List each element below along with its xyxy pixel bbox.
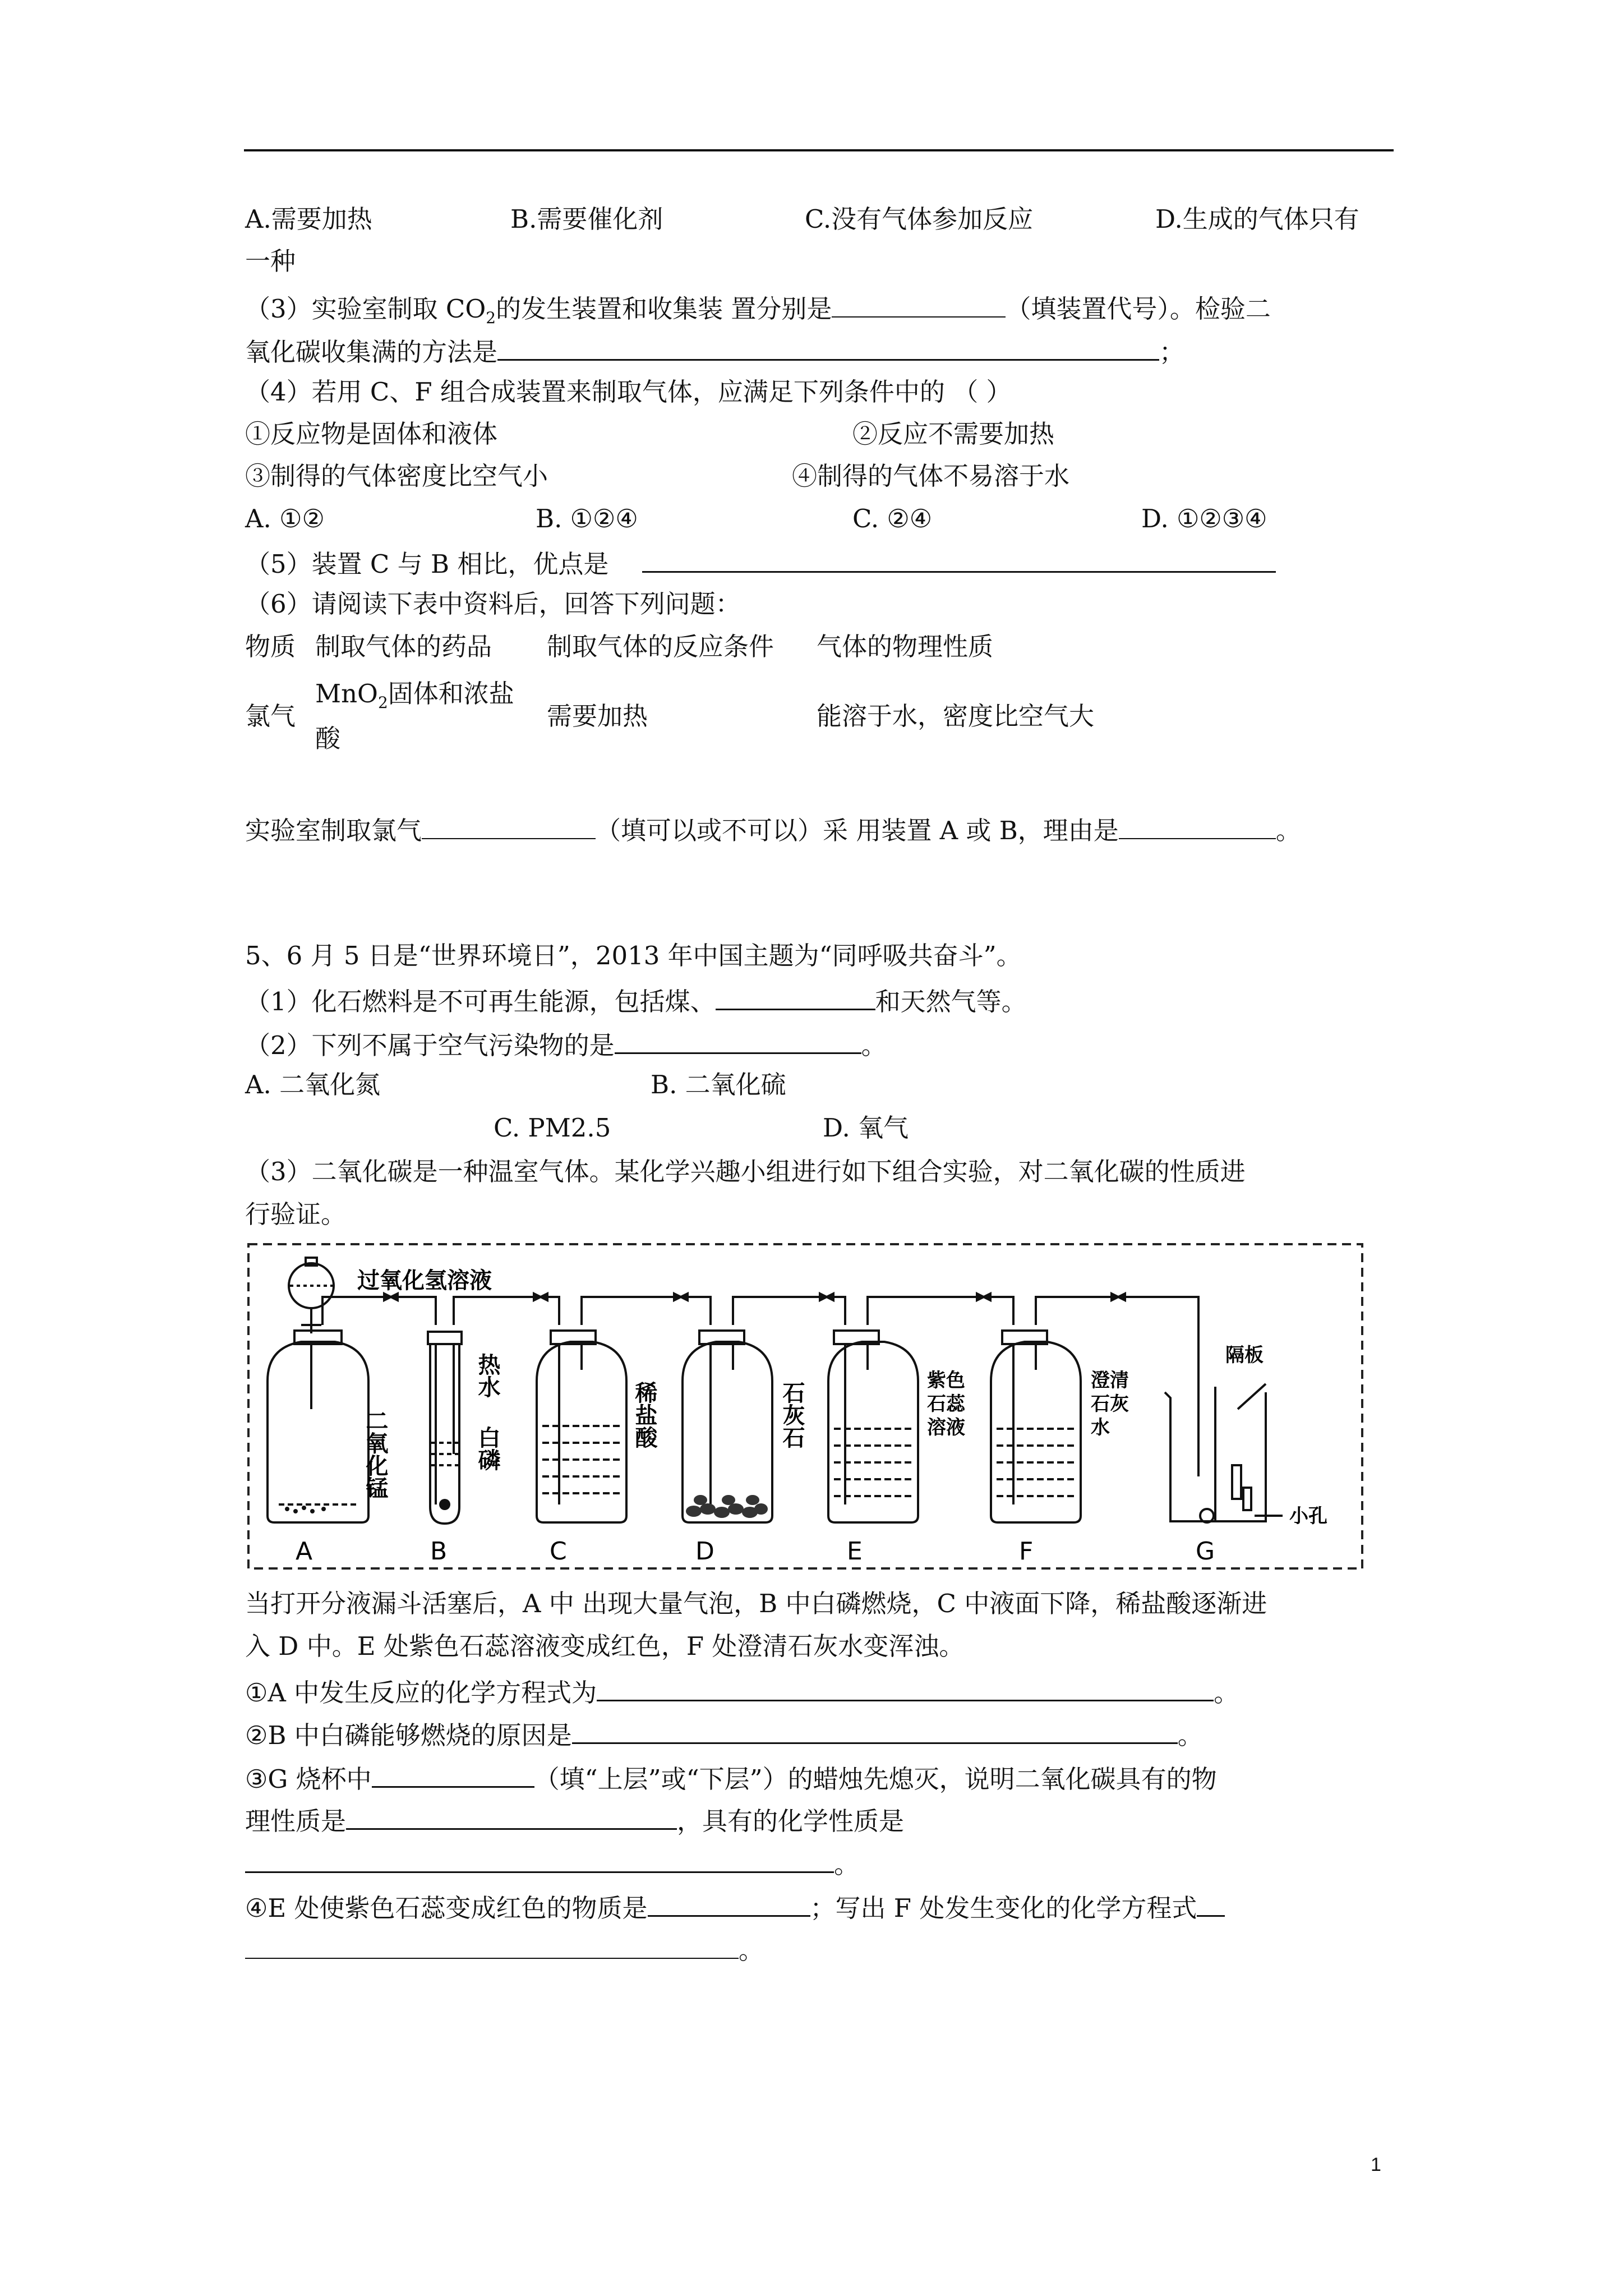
table-cell-substance: 氯气 <box>245 701 296 731</box>
q5-subquestion-1: ①A 中发生反应的化学方程式为 。 <box>245 1674 1239 1709</box>
answer-blank[interactable] <box>497 333 1159 361</box>
q5-part2-option-b: B. 二氧化硫 <box>651 1070 786 1099</box>
answer-blank[interactable] <box>597 1674 1214 1701</box>
q5-description-line1: 当打开分液漏斗活塞后，A 中 出现大量气泡，B 中白磷燃烧，C 中液面下降，稀盐酸逐渐进 <box>245 1589 1267 1618</box>
q5-part1: （1）化石燃料是不可再生能源，包括煤、 和天然气等。 <box>245 983 1027 1018</box>
q4-part4-condition-1: ①反应物是固体和液体 <box>245 419 498 449</box>
table-header-condition: 制取气体的反应条件 <box>547 632 774 661</box>
q5-description-line2: 入 D 中。E 处紫色石蕊溶液变成红色，F 处澄清石灰水变浑浊。 <box>245 1631 965 1661</box>
answer-blank[interactable] <box>648 1889 810 1917</box>
q4-part3-line1: （3）实验室制取 $CO_2$的发生装置和收集装 置分别是 （填装置代号）。检验二 <box>245 291 1271 325</box>
q4-part6-intro: （6）请阅读下表中资料后，回答下列问题： <box>245 589 741 619</box>
label-letter-f: F <box>1019 1537 1034 1566</box>
q5-part3-line1: （3）二氧化碳是一种温室气体。某化学兴趣小组进行如下组合实验，对二氧化碳的性质进 <box>245 1157 1246 1186</box>
q5-part3-line2: 行验证。 <box>245 1199 347 1229</box>
label-letter-g: G <box>1196 1537 1215 1566</box>
label-small-hole: 小孔 <box>1289 1505 1327 1527</box>
q5-subquestion-3-line3: 。 <box>245 1846 859 1881</box>
label-hot-water: 热水 <box>474 1353 500 1398</box>
answer-blank[interactable] <box>372 1760 534 1788</box>
answer-blank[interactable] <box>346 1802 677 1830</box>
header-rule <box>244 149 1394 151</box>
q5-subquestion-3-line2: 理性质是 ，具有的化学性质是 <box>245 1802 904 1838</box>
q4-option-d-continued: 一种 <box>245 246 296 276</box>
q4-part4-option-d: D. ①②③④ <box>1141 504 1267 533</box>
label-limewater: 澄清 石灰 水 <box>1091 1369 1129 1439</box>
label-litmus-text: 紫色 <box>927 1369 965 1392</box>
q5-part2: （2）下列不属于空气污染物的是 。 <box>245 1027 887 1062</box>
q5-part2-option-a: A. 二氧化氮 <box>245 1070 381 1099</box>
q4-part4-condition-4: ④制得的气体不易溶于水 <box>792 461 1070 491</box>
label-white-phosphorus: 白磷 <box>474 1426 500 1471</box>
q4-part5: （5）装置 C 与 B 相比，优点是 <box>245 545 1276 581</box>
q5-title: 5、6 月 5 日是“世界环境日”，2013 年中国主题为“同呼吸共奋斗”。 <box>245 941 1022 970</box>
label-letter-d: D <box>695 1537 714 1566</box>
answer-blank[interactable] <box>1119 812 1276 839</box>
q4-part4-option-a: A. ①② <box>245 504 325 533</box>
label-manganese-dioxide: 二氧化锰 <box>362 1409 388 1499</box>
answer-blank[interactable] <box>832 291 1006 318</box>
answer-blank[interactable] <box>245 1846 834 1873</box>
table-cell-condition: 需要加热 <box>547 701 648 731</box>
answer-blank[interactable] <box>642 545 1276 573</box>
q5-subquestion-3-line1: ③G 烧杯中 （填“上层”或“下层”）的蜡烛先熄灭，说明二氧化碳具有的物 <box>245 1760 1217 1796</box>
label-hydrogen-peroxide: 过氧化氢溶液 <box>357 1268 492 1294</box>
table-header-substance: 物质 <box>245 632 296 661</box>
q4-part3-line2: 氧化碳收集满的方法是 ； <box>245 333 1184 369</box>
chlorine-question: 实验室制取氯气 （填可以或不可以）采 用装置 A 或 B，理由是 。 <box>245 812 1301 847</box>
q4-part4-question: （4）若用 C、F 组合成装置来制取气体，应满足下列条件中的 （ ） <box>245 377 1012 407</box>
label-letter-a: A <box>296 1537 313 1566</box>
label-dilute-hcl: 稀盐酸 <box>631 1381 657 1448</box>
q5-subquestion-2: ②B 中白磷能够燃烧的原因是 。 <box>245 1717 1203 1752</box>
table-header-reagent: 制取气体的药品 <box>315 632 492 661</box>
answer-blank[interactable] <box>572 1717 1178 1744</box>
table-cell-property: 能溶于水，密度比空气大 <box>817 701 1095 731</box>
answer-blank[interactable] <box>716 983 875 1010</box>
q4-part4-option-b: B. ①②④ <box>536 504 638 533</box>
label-letter-e: E <box>847 1537 863 1566</box>
q4-option-c: C.没有气体参加反应 <box>805 204 1034 234</box>
answer-blank[interactable] <box>245 1932 739 1959</box>
q5-subquestion-4-line2: 。 <box>245 1932 764 1967</box>
answer-blank[interactable] <box>1197 1889 1225 1917</box>
apparatus-figure <box>245 1241 1366 1572</box>
label-letter-b: B <box>430 1537 448 1566</box>
table-header-property: 气体的物理性质 <box>817 632 994 661</box>
page-number: 1 <box>1371 2154 1381 2175</box>
q4-part4-option-c: C. ②④ <box>852 504 933 533</box>
label-partition: 隔板 <box>1225 1344 1264 1366</box>
q4-option-a: A.需要加热 <box>245 204 372 234</box>
table-cell-reagent-line2: 酸 <box>315 724 341 753</box>
q4-part4-condition-2: ②反应不需要加热 <box>852 419 1055 449</box>
q4-option-d: D.生成的气体只有 <box>1155 204 1359 234</box>
label-limestone: 石灰石 <box>779 1381 805 1448</box>
q5-part2-option-c: C. PM2.5 <box>494 1113 611 1143</box>
label-letter-c: C <box>550 1537 567 1566</box>
answer-blank[interactable] <box>422 812 596 839</box>
q4-option-b: B.需要催化剂 <box>510 204 663 234</box>
label-litmus: 紫色 石蕊 溶液 <box>927 1369 965 1439</box>
q5-subquestion-4-line1: ④E 处使紫色石蕊变成红色的物质是 ；写出 F 处发生变化的化学方程式 <box>245 1889 1225 1925</box>
q4-part4-condition-3: ③制得的气体密度比空气小 <box>245 461 548 491</box>
answer-blank[interactable] <box>615 1027 861 1054</box>
q5-part2-option-d: D. 氧气 <box>823 1113 909 1143</box>
table-cell-reagent: MnO$_2$固体和浓盐 <box>315 679 514 712</box>
